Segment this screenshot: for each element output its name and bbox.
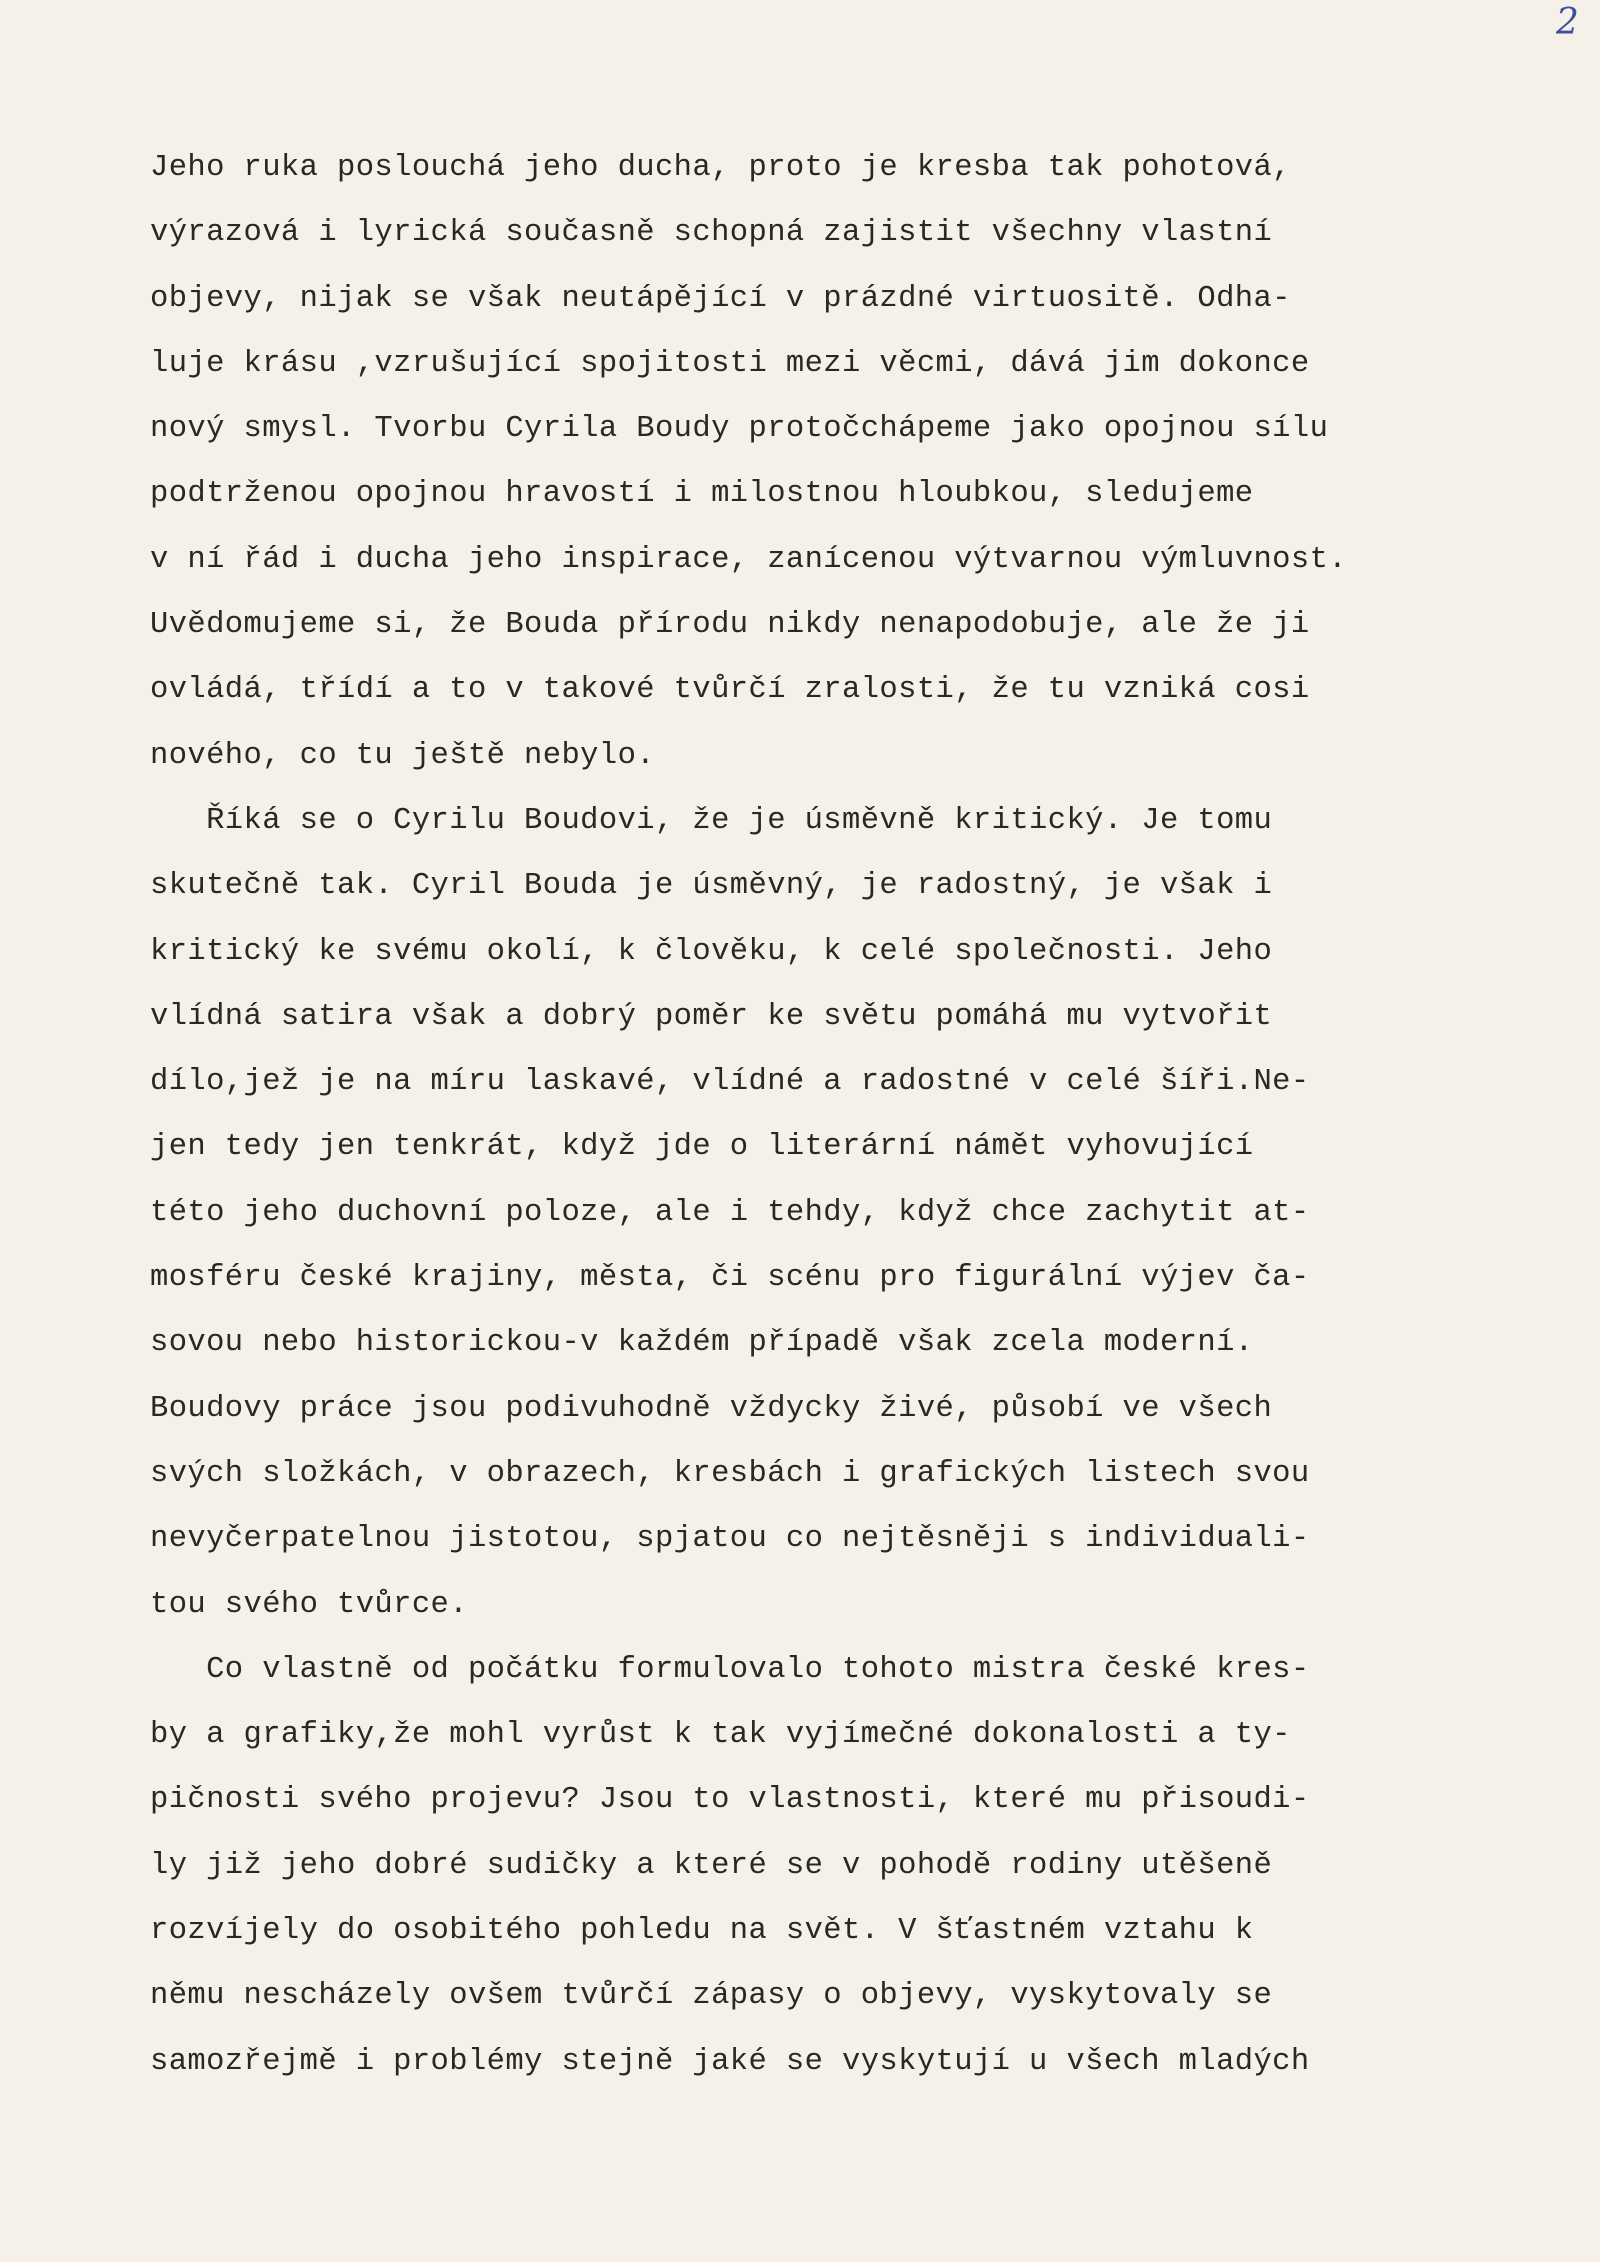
text-line: dílo,jež je na míru laskavé, vlídné a radostné v celé šíři.Ne- <box>150 1065 1310 1100</box>
text-line: objevy, nijak se však neutápějící v prázdné virtuositě. Odha- <box>150 281 1291 316</box>
text-line: rozvíjely do osobitého pohledu na svět. V šťastném vztahu k <box>150 1914 1254 1949</box>
text-line: mosféru české krajiny, města, či scénu pro figurální výjev ča- <box>150 1261 1310 1296</box>
text-line: ovládá, třídí a to v takové tvůrčí zralosti, že tu vzniká cosi <box>150 673 1310 708</box>
text-line: němu nescházely ovšem tvůrčí zápasy o objevy, vyskytovaly se <box>150 1979 1273 2014</box>
text-line: této jeho duchovní poloze, ale i tehdy, když chce zachytit at- <box>150 1195 1310 1230</box>
text-line: vlídná satira však a dobrý poměr ke světu pomáhá mu vytvořit <box>150 999 1273 1034</box>
text-line: kritický ke svému okolí, k člověku, k celé společnosti. Jeho <box>150 934 1273 969</box>
text-line: Uvědomujeme si, že Bouda přírodu nikdy nenapodobuje, ale že ji <box>150 608 1310 643</box>
text-line: v ní řád i ducha jeho inspirace, zanícenou výtvarnou výmluvnost. <box>150 542 1347 577</box>
text-line: výrazová i lyrická současně schopná zajistit všechny vlastní <box>150 216 1273 251</box>
text-line: tou svého tvůrce. <box>150 1587 468 1622</box>
text-line: skutečně tak. Cyril Bouda je úsměvný, je radostný, je však i <box>150 869 1273 904</box>
text-line: luje krásu ,vzrušující spojitosti mezi věcmi, dává jim dokonce <box>150 346 1310 381</box>
text-line: pičnosti svého projevu? Jsou to vlastnosti, které mu přisoudi- <box>150 1783 1310 1818</box>
body-text <box>150 136 1450 2095</box>
text-line: svých složkách, v obrazech, kresbách i grafických listech svou <box>150 1456 1310 1491</box>
text-line: sovou nebo historickou-v každém případě však zcela moderní. <box>150 1326 1254 1361</box>
text-line: jen tedy jen tenkrát, když jde o literární námět vyhovující <box>150 1130 1254 1165</box>
text-line: nový smysl. Tvorbu Cyrila Boudy protočchápeme jako opojnou sílu <box>150 412 1329 447</box>
text-line: samozřejmě i problémy stejně jaké se vyskytují u všech mladých <box>150 2044 1310 2079</box>
text-line: by a grafiky,že mohl vyrůst k tak vyjímečné dokonalosti a ty- <box>150 1718 1291 1753</box>
text-line: Jeho ruka poslouchá jeho ducha, proto je kresba tak pohotová, <box>150 151 1291 185</box>
page-number: 2 <box>1556 2 1579 43</box>
text-line: podtrženou opojnou hravostí i milostnou hloubkou, sledujeme <box>150 477 1254 512</box>
text-line: nevyčerpatelnou jistotou, spjatou co nejtěsněji s individuali- <box>150 1522 1310 1557</box>
text-line: Co vlastně od počátku formulovalo tohoto mistra české kres- <box>150 1652 1310 1687</box>
text-line: Říká se o Cyrilu Boudovi, že je úsměvně kritický. Je tomu <box>150 803 1273 838</box>
text-line: Boudovy práce jsou podivuhodně vždycky živé, působí ve všech <box>150 1391 1273 1426</box>
text-line: nového, co tu ještě nebylo. <box>150 738 655 773</box>
text-line: ly již jeho dobré sudičky a které se v pohodě rodiny utěšeně <box>150 1848 1273 1883</box>
